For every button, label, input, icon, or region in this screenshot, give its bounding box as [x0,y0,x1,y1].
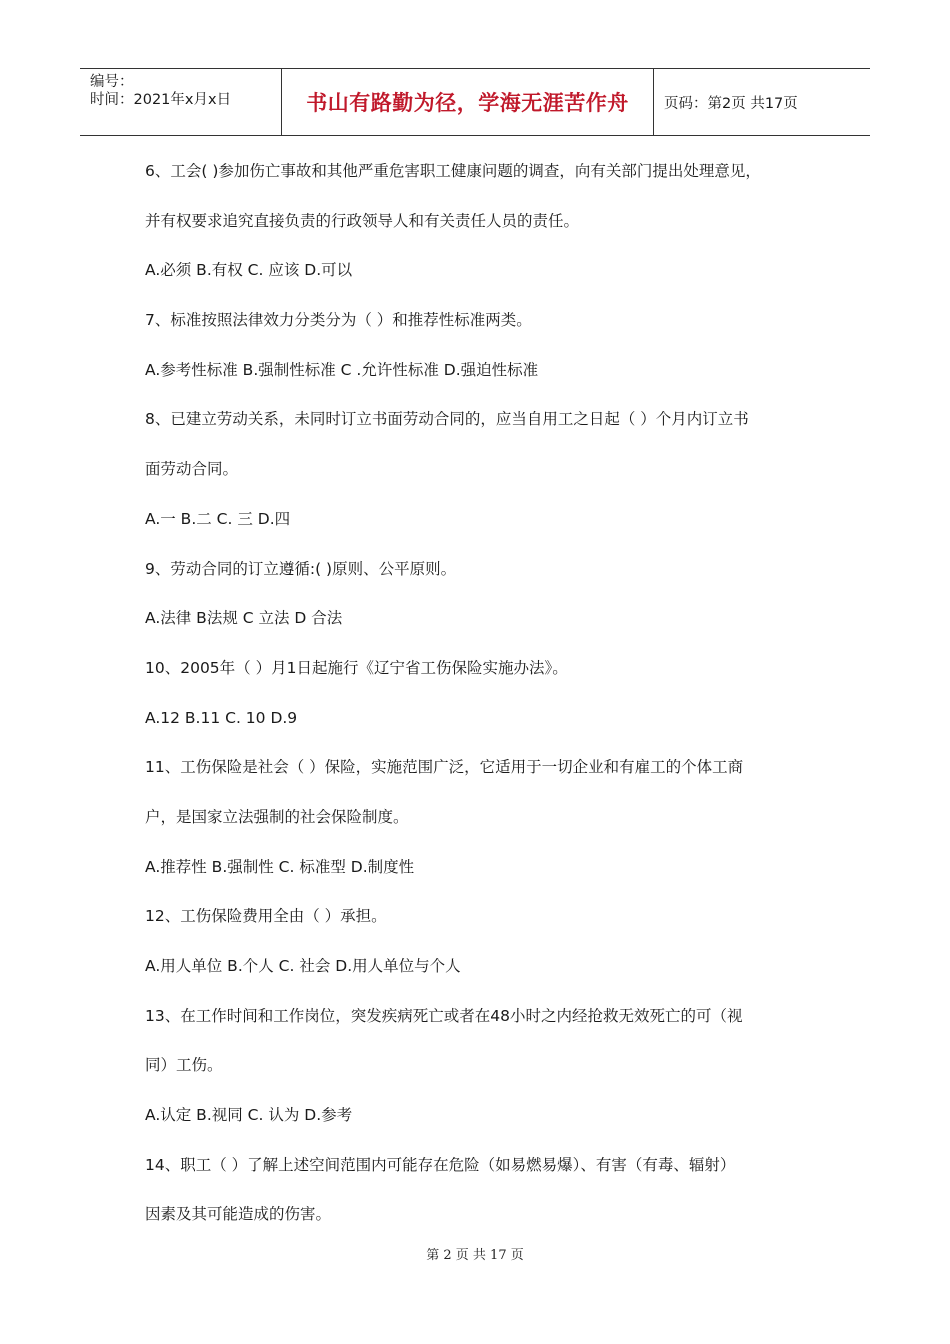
text-line: A.用人单位 B.个人 C. 社会 D.用人单位与个人 [145,957,461,975]
text-line: 8、已建立劳动关系，未同时订立书面劳动合同的，应当自用工之日起（ ）个月内订立书 [145,410,749,429]
number-label: 编号： [90,74,134,90]
text-line: A.参考性标准 B.强制性标准 C .允许性标准 D.强迫性标准 [145,360,539,379]
text-line: A.法律 B法规 C 立法 D 合法 [145,609,343,628]
document-body [145,149,825,1242]
text-line: 同）工伤。 [145,1056,223,1075]
text-line: 12、工伤保险费用全由（ ）承担。 [145,907,387,926]
text-line: A.推荐性 B.强制性 C. 标准型 D.制度性 [145,857,415,876]
text-line: A.12 B.11 C. 10 D.9 [145,708,298,727]
footer-page-number: 第 2 页 共 17 页 [426,1248,524,1263]
text-line: 并有权要求追究直接负责的行政领导人和有关责任人员的责任。 [145,211,580,230]
text-line: 因素及其可能造成的伤害。 [145,1205,332,1224]
text-line: 10、2005年（ ）月1日起施行《辽宁省工伤保险实施办法》。 [145,658,568,677]
text-line: A.一 B.二 C. 三 D.四 [145,509,291,528]
text-line: 9、劳动合同的订立遵循:( )原则、公平原则。 [145,559,457,578]
header-meta [80,69,282,135]
header-page-cell [654,69,870,135]
header-motto-cell [282,69,654,135]
text-line: A.必须 B.有权 C. 应该 D.可以 [145,261,353,280]
page-header [80,68,870,136]
motto: 书山有路勤为径，学海无涯苦作舟 [306,91,629,115]
text-line: 14、职工（ ）了解上述空间范围内可能存在危险（如易燃易爆）、有害（有毒、辐射） [145,1155,736,1174]
text-line: 面劳动合同。 [145,460,239,479]
text-line: 11、工伤保险是社会（ ）保险，实施范围广泛，它适用于一切企业和有雇工的个体工商 [145,758,744,777]
page-info: 页码：第2页 共17页 [664,95,798,112]
text-line: 户，是国家立法强制的社会保险制度。 [145,807,409,826]
text-line: 7、标准按照法律效力分类分为（ ）和推荐性标准两类。 [145,311,532,330]
text-line: 13、在工作时间和工作岗位，突发疾病死亡或者在48小时之内经抢救无效死亡的可（视 [145,1006,743,1025]
page-footer [0,1244,950,1263]
text-line: A.认定 B.视同 C. 认为 D.参考 [145,1106,353,1125]
text-line: 6、工会( )参加伤亡事故和其他严重危害职工健康问题的调查，向有关部门提出处理意见， [145,162,761,180]
time-label: 时间：2021年x月x日 [90,92,232,108]
